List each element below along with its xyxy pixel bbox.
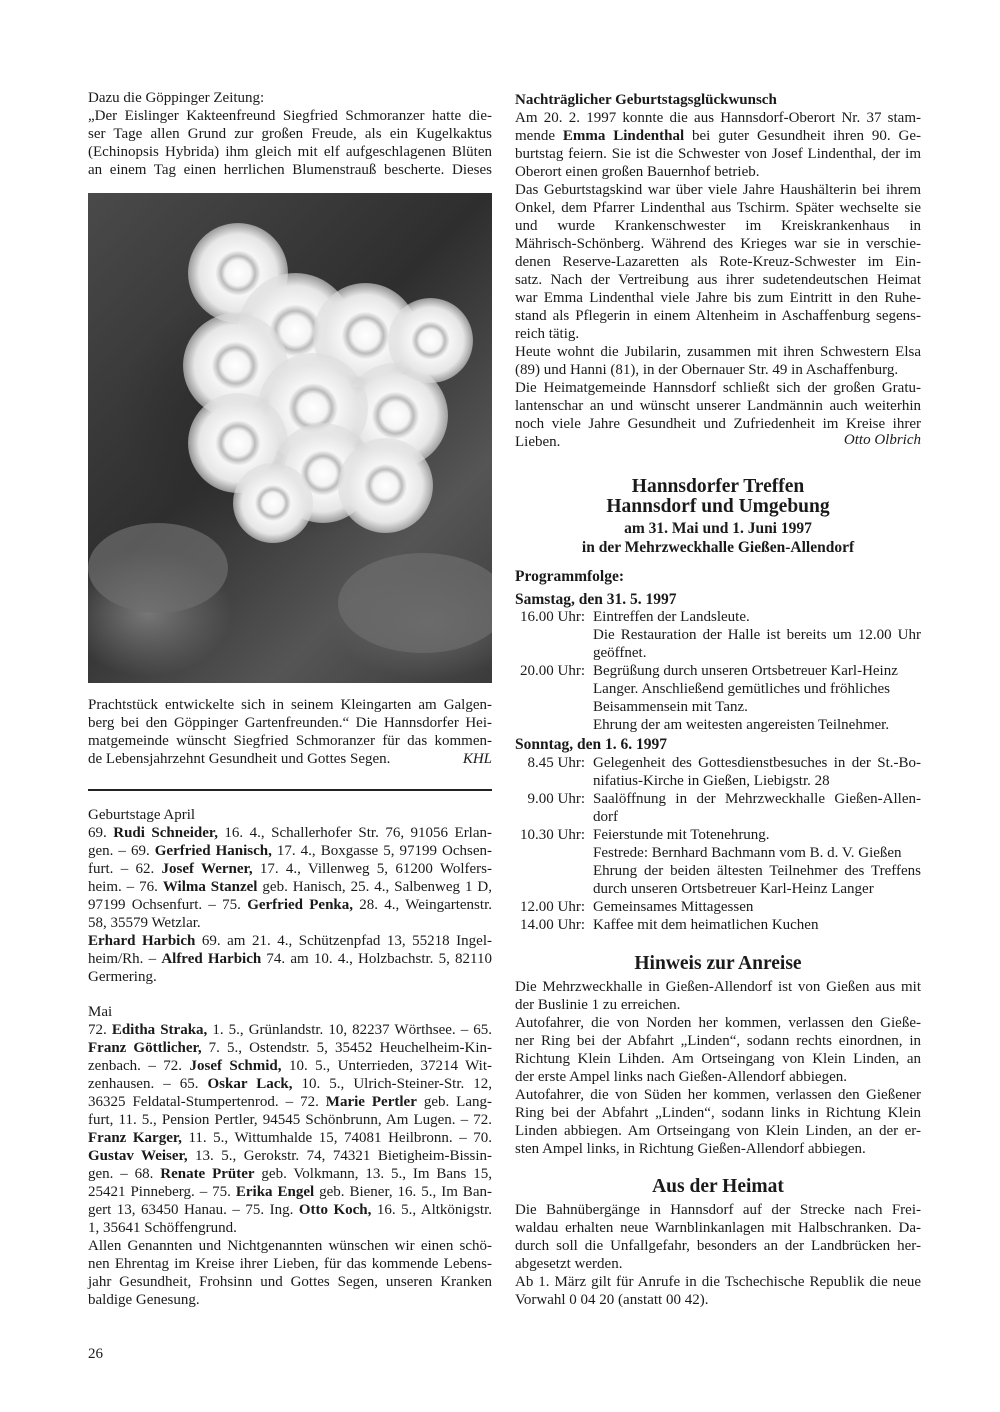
schedule-item xyxy=(515,608,921,662)
text-run: ser Tage allen Grund zur großen Freude, als ein Kugelkaktus xyxy=(88,126,492,142)
text-run: „Der Eislinger Kakteenfreund Siegfried Schmoranzer hatte die- xyxy=(88,108,492,124)
schedule-item xyxy=(515,754,921,790)
text-line xyxy=(88,1291,492,1309)
text-run: berg bei den Göppinger Gartenfreunden.“ Die Hannsdorfer Hei- xyxy=(88,715,492,731)
text-run: 1. 5., Grünlandstr. 10, 82237 Wörthsee. – 65. xyxy=(207,1022,493,1038)
saturday-schedule xyxy=(515,608,921,734)
bold-name: Emma Lindenthal xyxy=(562,128,685,144)
text-line xyxy=(88,1111,492,1129)
text-line: nifatius-Kirche in Gießen, Liebigstr. 28 xyxy=(593,773,830,789)
schedule-item xyxy=(515,662,921,734)
text-run: Richtung Klein Lihden. Am Ortseingang von Klein Linden, an xyxy=(515,1051,921,1067)
text-line: Eintreffen der Landsleute. xyxy=(593,609,750,625)
text-line xyxy=(88,1057,492,1075)
text-line xyxy=(515,1050,921,1068)
text-line xyxy=(515,1032,921,1050)
bold-name: Alfred Harbich xyxy=(161,951,262,967)
text-line: durch unseren Ortsbetreuer Karl-Heinz Langer xyxy=(593,881,874,897)
text-run: abgesetzt werden. xyxy=(515,1256,623,1272)
text-line xyxy=(88,696,492,714)
text-line: Gemeinsames Mittagessen xyxy=(593,899,754,915)
text-line xyxy=(515,1291,921,1309)
text-run: Germering. xyxy=(88,969,157,985)
bold-name: Gustav Weiser, xyxy=(88,1148,188,1164)
text-run: Autofahrer, die von Süden her kommen, verlassen den Gießener xyxy=(515,1087,921,1103)
bold-name: Erika Engel xyxy=(235,1184,315,1200)
bold-name: Josef Werner, xyxy=(161,861,253,877)
schedule-time: 16.00 Uhr: xyxy=(520,609,585,625)
text-line: geöffnet. xyxy=(593,645,647,661)
text-line xyxy=(515,361,921,379)
event-date: am 31. Mai und 1. Juni 1997 xyxy=(624,520,812,537)
text-line xyxy=(88,732,492,750)
text-run: Geburtstage April xyxy=(88,807,196,823)
text-run: zenbach. – 72. xyxy=(88,1058,190,1074)
text-line xyxy=(88,89,492,107)
bold-name: Otto Koch, xyxy=(298,1202,372,1218)
text-run: mende xyxy=(515,128,563,144)
text-line xyxy=(88,1165,492,1183)
bold-name: Josef Schmid, xyxy=(189,1058,282,1074)
text-line: Gelegenheit des Gottesdienstbesuches in der St.-Bo- xyxy=(593,755,921,771)
text-line: Saalöffnung in der Mehrzweckhalle Gießen-Allen- xyxy=(593,791,921,807)
text-run: 69. xyxy=(88,825,114,841)
text-line xyxy=(515,397,921,415)
text-run: 28. 4., Weingartenstr. xyxy=(353,897,492,913)
text-line xyxy=(88,1273,492,1291)
schedule-time: 9.00 Uhr: xyxy=(527,791,585,807)
text-run: 1, 35641 Schöffengrund. xyxy=(88,1220,237,1236)
text-run: Mährisch-Schönberg. Während des Krieges war sie in verschie- xyxy=(515,236,921,252)
schedule-description xyxy=(593,826,921,898)
text-line xyxy=(515,271,921,289)
text-run: geb. Hanisch, 25. 4., Salbenweg 1 D, xyxy=(257,879,492,895)
text-run: jahr Gesundheit, Frohsinn und Gottes Segen, unseren Kranken xyxy=(88,1274,492,1290)
schedule-item xyxy=(515,826,921,898)
home-news-text xyxy=(515,1201,921,1309)
text-run: geb. Lang- xyxy=(416,1094,492,1110)
schedule-time: 12.00 Uhr: xyxy=(520,899,585,915)
text-run: (89) und Hanni (81), in der Obernauer Str. 49 in Aschaffenburg. xyxy=(515,362,899,378)
text-run: geb. Biener, 16. 5., Im Ban- xyxy=(314,1184,492,1200)
text-line xyxy=(88,968,492,986)
text-line: Beisammensein mit Tanz. xyxy=(593,699,748,715)
text-run: burtstag feiern. Sie ist die Schwester von Josef Lindenthal, der im xyxy=(515,146,921,162)
birthdays-april xyxy=(88,806,492,986)
text-run: lantenschar an und wünscht unserer Landmännin auch weiterhin xyxy=(515,398,921,414)
text-line xyxy=(88,1039,492,1057)
text-run: Heute wohnt die Jubilarin, zusammen mit ihren Schwestern Elsa xyxy=(515,344,921,360)
text-line: Kaffee mit dem heimatlichen Kuchen xyxy=(593,917,819,933)
schedule-time: 8.45 Uhr: xyxy=(527,755,585,771)
greeting-signature: Otto Olbrich xyxy=(843,432,921,448)
text-run: Ring bei der Abfahrt „Linden“, sodann links in Richtung Klein xyxy=(515,1105,921,1121)
text-line: Langer. Anschließend gemütliches und fröhliches xyxy=(593,681,891,697)
text-line xyxy=(88,950,492,968)
sunday-title: Sonntag, den 1. 6. 1997 xyxy=(515,736,668,753)
text-line xyxy=(515,1237,921,1255)
saturday-title: Samstag, den 31. 5. 1997 xyxy=(515,591,677,608)
schedule-item xyxy=(515,898,921,916)
text-line xyxy=(515,1104,921,1122)
bold-name: Oskar Lack, xyxy=(207,1076,293,1092)
text-line xyxy=(88,1129,492,1147)
bold-name: Franz Karger, xyxy=(88,1130,182,1146)
text-run: 7. 5., Ostendstr. 5, 35452 Heuchelheim-Kin- xyxy=(201,1040,492,1056)
text-run: 16. 4., Schallerhofer Str. 76, 91056 Erlan- xyxy=(217,825,493,841)
travel-heading: Hinweis zur Anreise xyxy=(634,953,802,974)
text-line xyxy=(88,107,492,125)
bold-name: Editha Straka, xyxy=(111,1022,208,1038)
text-line xyxy=(515,1219,921,1237)
text-run: Ab 1. März gilt für Anrufe in die Tschechische Republik die neue xyxy=(515,1274,921,1290)
text-line xyxy=(88,1219,492,1237)
text-run: de Lebensjahrzehnt Gesundheit und Gottes Segen. xyxy=(88,751,391,767)
text-run: (Echinopsis Hybrida) ihm gleich mit elf aufgeschlagenen Blüten xyxy=(88,144,492,160)
bold-name: Franz Göttlicher, xyxy=(88,1040,202,1056)
text-run: heim/Rh. – xyxy=(88,951,162,967)
text-run: 16. 5., Altkönigstr. xyxy=(371,1202,493,1218)
text-run: waldau erhalten neue Warnblinkanlagen mit Halbschranken. Da- xyxy=(515,1220,921,1236)
text-run: 11. 5., Wittumhalde 15, 74081 Heilbronn. – 70. xyxy=(181,1130,492,1146)
text-line xyxy=(88,161,492,179)
text-run: Dazu die Göppinger Zeitung: xyxy=(88,90,265,106)
text-run: zenhausen. – 65. xyxy=(88,1076,208,1092)
text-run: der erste Ampel links nach Gießen-Allendorf abbiegen. xyxy=(515,1069,847,1085)
bold-name: Marie Pertler xyxy=(325,1094,417,1110)
text-run: Oberort einen großen Bauernhof betrieb. xyxy=(515,164,760,180)
text-line xyxy=(88,714,492,732)
text-line xyxy=(88,932,492,950)
text-run: bei guter Gesundheit ihren 90. Ge- xyxy=(684,128,921,144)
intro-text xyxy=(88,89,492,179)
text-run: 97199 Ochsenfurt. – 75. xyxy=(88,897,248,913)
text-line xyxy=(515,1273,921,1291)
schedule-description xyxy=(593,662,921,734)
text-run: 58, 35579 Wetzlar. xyxy=(88,915,201,931)
schedule-description xyxy=(593,608,921,662)
schedule-time: 10.30 Uhr: xyxy=(520,827,585,843)
text-line xyxy=(515,325,921,343)
text-line xyxy=(515,199,921,217)
text-line xyxy=(515,217,921,235)
text-line xyxy=(515,145,921,163)
text-run: Das Geburtstagskind war über viele Jahre Haushälterin bei ihrem xyxy=(515,182,921,198)
travel-text xyxy=(515,978,921,1158)
text-line xyxy=(515,307,921,325)
text-run: Onkel, dem Pfarrer Lindenthal aus Tschirm. Später wechselte sie xyxy=(515,200,921,216)
text-line xyxy=(515,235,921,253)
text-run: denen Reserve-Lazaretten als Rote-Kreuz-Schwester im Ein- xyxy=(515,254,921,270)
text-line xyxy=(88,1255,492,1273)
schedule-item xyxy=(515,916,921,934)
text-run: an einem Tag einen herrlichen Blumenstrauß bescherte. Dieses xyxy=(88,162,492,178)
text-run: nen Ehrentag im Kreise ihrer Lieben, für das kommende Lebens- xyxy=(88,1256,492,1272)
birthdays-may xyxy=(88,1003,492,1309)
page-number: 26 xyxy=(88,1346,103,1362)
text-run: Allen Genannten und Nichtgenannten wünschen wir einen schö- xyxy=(88,1238,492,1254)
bold-name: Rudi Schneider, xyxy=(113,825,218,841)
text-line: Begrüßung durch unseren Ortsbetreuer Karl-Heinz xyxy=(593,663,898,679)
event-title: Hannsdorfer Treffen xyxy=(631,476,805,497)
text-run: ner Ring bei der Abfahrt „Linden“, sodann rechts einordnen, in xyxy=(515,1033,921,1049)
text-run: 25421 Pinneberg. – 75. xyxy=(88,1184,236,1200)
text-run: stand als Pflegerin in einem Altenheim in Aschaffenburg segens- xyxy=(515,308,921,324)
text-line xyxy=(88,125,492,143)
text-run: geb. Volkmann, 13. 5., Im Bans 15, xyxy=(254,1166,492,1182)
text-line xyxy=(515,978,921,996)
text-line xyxy=(515,1122,921,1140)
text-run: 72. xyxy=(88,1022,112,1038)
text-run: noch viele Jahre Gesundheit und Zufriedenheit im Kreise ihrer xyxy=(515,416,921,432)
text-run: Am 20. 2. 1997 konnte die aus Hannsdorf-Oberort Nr. 37 stam- xyxy=(515,110,921,126)
text-line xyxy=(515,343,921,361)
text-line xyxy=(515,181,921,199)
bold-name: Renate Prüter xyxy=(160,1166,255,1182)
text-run: matgemeinde wünscht Siegfried Schmoranzer für das kommen- xyxy=(88,733,492,749)
text-run: Die Heimatgemeinde Hannsdorf schließt sich der großen Gratu- xyxy=(515,380,921,396)
event-venue: in der Mehrzweckhalle Gießen-Allendorf xyxy=(581,539,855,556)
text-run: 10. 5., Ulrich-Steiner-Str. 12, xyxy=(292,1076,493,1092)
text-line xyxy=(515,289,921,307)
home-news-heading: Aus der Heimat xyxy=(652,1176,784,1197)
caption-signature: KHL xyxy=(462,751,492,767)
text-run: satz. Nach der Vertreibung aus ihrer sudetendeutschen Heimat xyxy=(515,272,921,288)
text-line xyxy=(88,750,492,768)
text-line xyxy=(515,379,921,397)
schedule-time: 14.00 Uhr: xyxy=(520,917,585,933)
text-line xyxy=(515,996,921,1014)
text-run: Lieben. xyxy=(515,434,561,450)
text-run: gen. – 69. xyxy=(88,843,155,859)
text-run: baldige Genesung. xyxy=(88,1292,200,1308)
text-line xyxy=(515,127,921,145)
text-line xyxy=(515,1201,921,1219)
text-run: Vorwahl 0 04 20 (anstatt 00 42). xyxy=(515,1292,709,1308)
bold-name: Nachträglicher Geburtstagsglückwunsch xyxy=(515,92,777,108)
text-run: 17. 4., Boxgasse 5, 97199 Ochsen- xyxy=(271,843,492,859)
text-run: gen. – 68. xyxy=(88,1166,161,1182)
sunday-schedule xyxy=(515,754,921,934)
schedule-time: 20.00 Uhr: xyxy=(520,663,585,679)
text-run: Prachtstück entwickelte sich in seinem Kleingarten am Galgen- xyxy=(88,697,492,713)
text-line xyxy=(88,878,492,896)
text-line xyxy=(515,109,921,127)
text-line xyxy=(515,163,921,181)
text-run: 10. 5., Unterrieden, 37214 Wit- xyxy=(281,1058,493,1074)
text-line xyxy=(88,1201,492,1219)
text-line xyxy=(88,824,492,842)
schedule-description xyxy=(593,790,921,826)
schedule-description xyxy=(593,898,921,916)
text-line xyxy=(515,1140,921,1158)
text-run: 74. am 10. 4., Holzbachstr. 5, 82110 xyxy=(261,951,493,967)
text-line xyxy=(88,1003,492,1021)
text-run: war Emma Lindenthal viele Jahre bis zum Eintritt in den Ruhe- xyxy=(515,290,921,306)
text-run: durch soll die Unfallgefahr, besonders an der Landbrücken her- xyxy=(515,1238,921,1254)
photo-caption xyxy=(88,696,492,768)
text-line xyxy=(88,842,492,860)
bold-name: Erhard Harbich xyxy=(88,933,196,949)
text-line xyxy=(515,1086,921,1104)
text-run: gert 13, 63450 Hanau. – 75. Ing. xyxy=(88,1202,299,1218)
text-run: 17. 4., Villenweg 5, 61200 Wolfers- xyxy=(252,861,492,877)
text-run: Autofahrer, die von Norden her kommen, verlassen den Gieße- xyxy=(515,1015,921,1031)
text-run: heim. – 76. xyxy=(88,879,163,895)
text-line xyxy=(88,806,492,824)
text-line xyxy=(515,253,921,271)
event-subtitle: Hannsdorf und Umgebung xyxy=(606,496,830,517)
text-line xyxy=(88,143,492,161)
text-line: dorf xyxy=(593,809,618,825)
text-run: 13. 5., Gerokstr. 74, 74321 Bietigheim-Bissin- xyxy=(187,1148,492,1164)
schedule-description xyxy=(593,754,921,790)
text-line: Die Restauration der Halle ist bereits um 12.00 Uhr xyxy=(593,627,921,643)
text-line xyxy=(88,1183,492,1201)
text-run: reich tätig. xyxy=(515,326,580,342)
text-line: Ehrung der am weitesten angereisten Teilnehmer. xyxy=(593,717,890,733)
program-label: Programmfolge: xyxy=(515,568,625,585)
text-line xyxy=(515,1068,921,1086)
text-line: Ehrung der beiden ältesten Teilnehmer des Treffens xyxy=(593,863,921,879)
text-run: furt, 11. 5., Pension Pertler, 94545 Schönbrunn, Am Lugen. – 72. xyxy=(88,1112,492,1128)
text-run: Die Mehrzweckhalle in Gießen-Allendorf ist von Gießen aus mit xyxy=(515,979,921,995)
text-line xyxy=(515,1014,921,1032)
cactus-flower-photo xyxy=(88,193,492,683)
text-run: Die Bahnübergänge in Hannsdorf auf der Strecke nach Frei- xyxy=(515,1202,921,1218)
bold-name: Gerfried Hanisch, xyxy=(154,843,272,859)
text-line xyxy=(88,914,492,932)
text-line xyxy=(88,1237,492,1255)
text-line xyxy=(88,860,492,878)
text-line xyxy=(515,1255,921,1273)
text-run: 69. am 21. 4., Schützenpfad 13, 55218 Ingel- xyxy=(195,933,492,949)
section-divider xyxy=(88,789,492,791)
text-run: und wurde Krankenschwester im Kreiskrankenhaus in xyxy=(515,218,921,234)
text-line xyxy=(88,1147,492,1165)
birthday-greeting xyxy=(515,91,921,451)
schedule-item xyxy=(515,790,921,826)
text-run: 36325 Feldatal-Stumpertenrod. – 72. xyxy=(88,1094,326,1110)
text-run: sten Ampel links, in Richtung Gießen-Allendorf abbiegen. xyxy=(515,1141,866,1157)
text-line xyxy=(88,1075,492,1093)
text-line xyxy=(88,896,492,914)
schedule-description xyxy=(593,916,921,934)
text-line xyxy=(515,91,921,109)
text-run: Mai xyxy=(88,1004,113,1020)
bold-name: Wilma Stanzel xyxy=(162,879,258,895)
text-run: der Buslinie 1 zu erreichen. xyxy=(515,997,681,1013)
text-line: Festrede: Bernhard Bachmann vom B. d. V. Gießen xyxy=(593,845,902,861)
text-line xyxy=(88,1093,492,1111)
bold-name: Gerfried Penka, xyxy=(247,897,354,913)
text-run: Linden abbiegen. Am Ortseingang von Klein Linden, an der er- xyxy=(515,1123,921,1139)
text-line xyxy=(88,1021,492,1039)
text-run: furt. – 62. xyxy=(88,861,162,877)
text-line: Feierstunde mit Totenehrung. xyxy=(593,827,770,843)
